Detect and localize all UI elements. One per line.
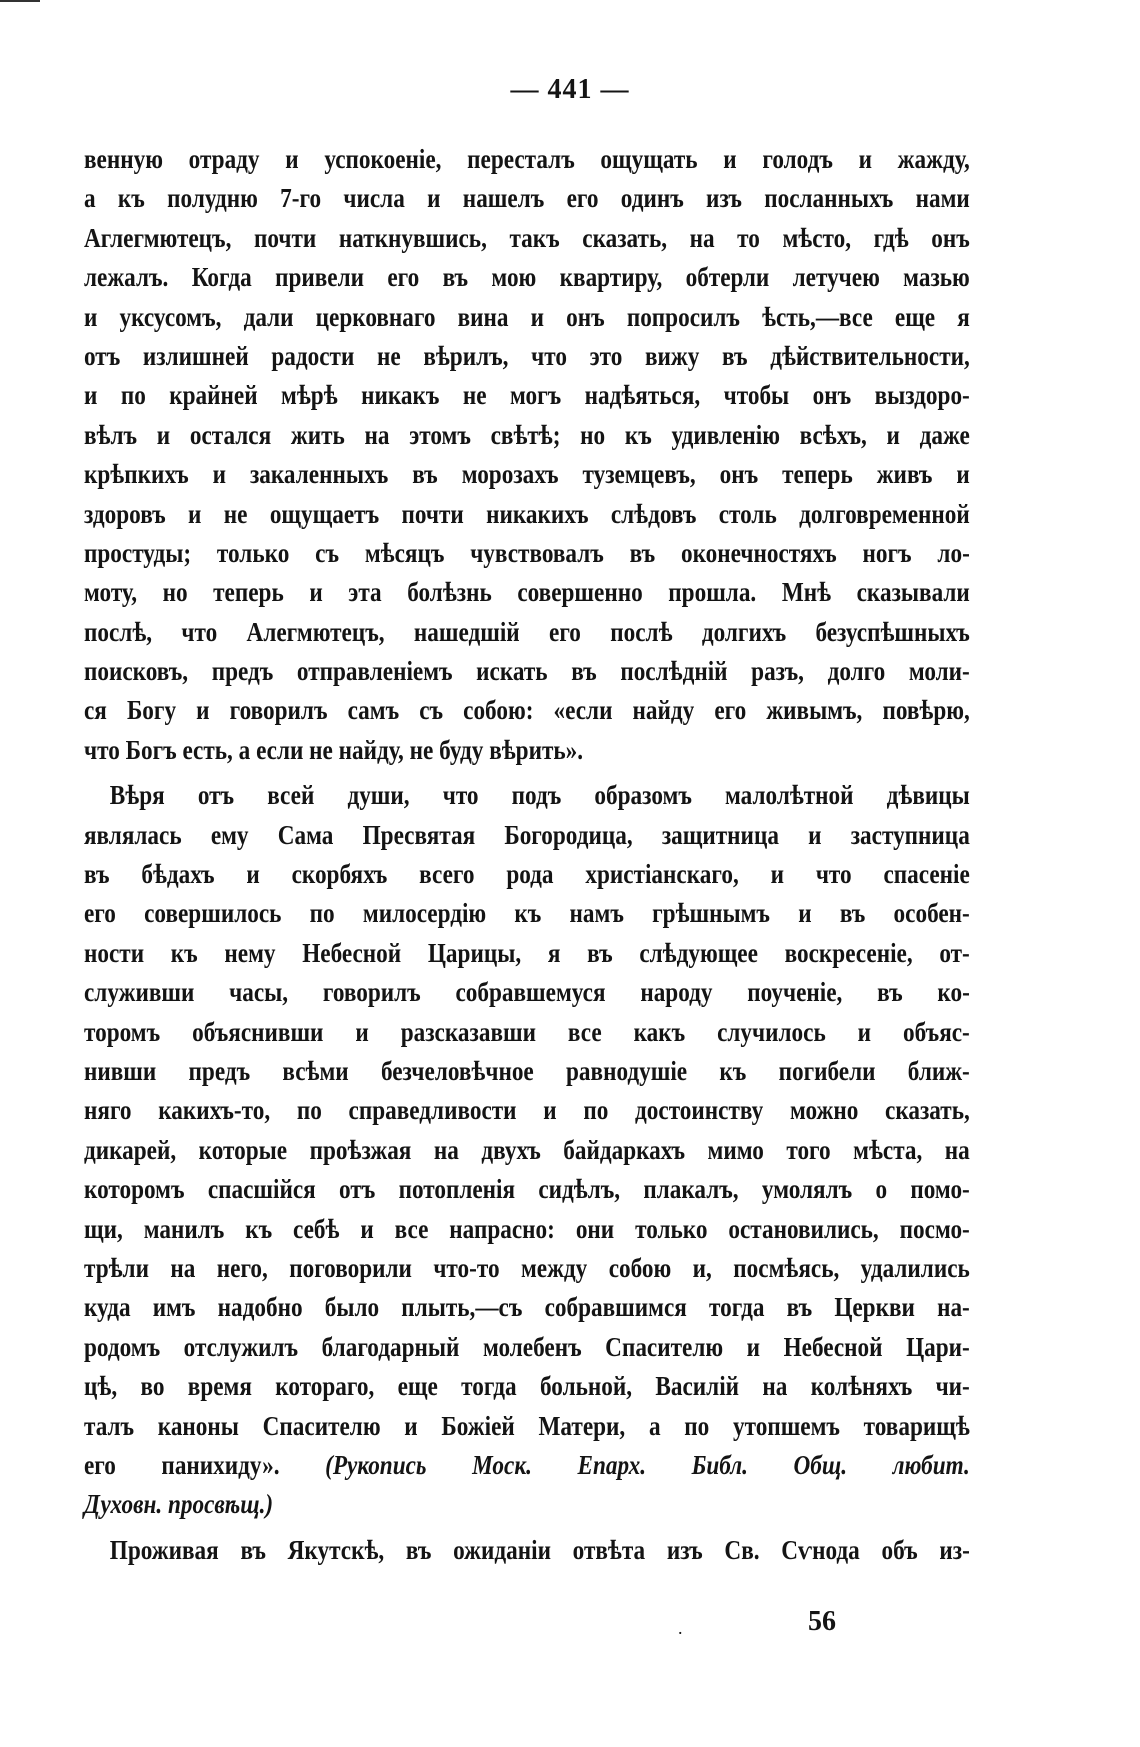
text-line: въ бѣдахъ и скорбяхъ всего рода христіанскаго, и что спасеніе (84, 859, 970, 890)
text-line: лежалъ. Когда привели его въ мою квартиру, обтерли летучею мазью (84, 262, 970, 293)
paragraph-2 (84, 776, 970, 1524)
text-line: что Богъ есть, а если не найду, не буду вѣрить». (84, 734, 584, 765)
signature-mark: 56 (808, 1606, 836, 1637)
text-line: являлась ему Сама Пресвятая Богородица, защитница и заступница (84, 819, 970, 850)
text-line: талъ каноны Спасителю и Божіей Матери, а по утопшемъ товарищѣ (84, 1410, 970, 1441)
scan-edge-mark (0, 0, 40, 2)
citation-text: Духовн. просвѣщ.) (84, 1489, 274, 1520)
text-line: нивши предъ всѣми безчеловѣчное равнодушіе къ погибели ближ- (84, 1055, 970, 1086)
stray-mark: . (678, 1618, 683, 1638)
text-line: Проживая въ Якутскѣ, въ ожиданіи отвѣта изъ Св. Сѵнода объ из- (109, 1534, 970, 1565)
paragraph-1 (84, 140, 970, 770)
text-line: крѣпкихъ и закаленныхъ въ морозахъ туземцевъ, онъ теперь живъ и (84, 459, 970, 490)
text-line: которомъ спасшійся отъ потопленія сидѣлъ, плакалъ, умолялъ о помо- (84, 1174, 970, 1205)
text-line: служивши часы, говорилъ собравшемуся народу поученіе, въ ко- (84, 977, 970, 1008)
text-line: а къ полудню 7-го числа и нашелъ его одинъ изъ посланныхъ нами (84, 183, 970, 214)
text-line (84, 1446, 970, 1485)
text-line: поисковъ, предъ отправленіемъ искать въ послѣдній разъ, долго моли- (84, 656, 970, 687)
text-line: дикарей, которые проѣзжая на двухъ байдаркахъ мимо того мѣста, на (84, 1134, 970, 1165)
text-line: и уксусомъ, дали церковнаго вина и онъ попросилъ ѣсть,—все еще я (84, 301, 970, 332)
text-line: венную отраду и успокоеніе, пересталъ ощущать и голодъ и жажду, (84, 144, 970, 174)
text-line: Вѣря отъ всей души, что подъ образомъ малолѣтной дѣвицы (109, 780, 970, 811)
text-line: цѣ, во время котораго, еще тогда больной, Василій на колѣняхъ чи- (84, 1371, 970, 1402)
text-line: ности къ нему Небесной Царицы, я въ слѣдующее воскресеніе, от- (84, 937, 970, 968)
text-line: Аглегмютецъ, почти наткнувшись, такъ сказать, на то мѣсто, гдѣ онъ (84, 222, 970, 253)
text-line: здоровъ и не ощущаетъ почти никакихъ слѣдовъ столь долговременной (84, 498, 970, 529)
body-text (84, 140, 970, 1570)
text-line: родомъ отслужилъ благодарный молебенъ Спасителю и Небесной Цари- (84, 1331, 970, 1362)
text-line: послѣ, что Алегмютецъ, нашедшій его послѣ долгихъ безуспѣшныхъ (84, 616, 970, 647)
text-line: моту, но теперь и эта болѣзнь совершенно прошла. Мнѣ сказывали (84, 577, 970, 608)
text-line: куда имъ надобно было плыть,—съ собравшимся тогда въ Церкви на- (84, 1292, 970, 1323)
text-line: простуды; только съ мѣсяцъ чувствовалъ въ оконечностяхъ ногъ ло- (84, 537, 970, 568)
page-number: — 441 — (510, 74, 630, 105)
text-line: щи, манилъ къ себѣ и все напрасно: они только остановились, посмо- (84, 1213, 970, 1244)
text-line: отъ излишней радости не вѣрилъ, что это вижу въ дѣйствительности, (84, 340, 970, 371)
text-line: ся Богу и говорилъ самъ съ собою: «если найду его живымъ, повѣрю, (84, 695, 970, 726)
text-line: няго какихъ-то, по справедливости и по достоинству можно сказать, (84, 1095, 970, 1126)
citation-text: (Рукопись Моск. Епарх. Библ. Общ. любит. (325, 1449, 970, 1480)
paragraph-3 (84, 1531, 970, 1570)
text-line: и по крайней мѣрѣ никакъ не могъ надѣяться, чтобы онъ выздоро- (84, 380, 970, 411)
text-line: торомъ объяснивши и разсказавши все какъ случилось и объяс- (84, 1016, 970, 1047)
text-line: его совершилось по милосердію къ намъ грѣшнымъ и въ особен- (84, 898, 970, 929)
text-fragment: его панихиду». (84, 1449, 326, 1480)
text-line: вѣлъ и остался жить на этомъ свѣтѣ; но къ удивленію всѣхъ, и даже (84, 419, 970, 450)
text-line: трѣли на него, поговорили что-то между собою и, посмѣясь, удалились (84, 1252, 970, 1283)
